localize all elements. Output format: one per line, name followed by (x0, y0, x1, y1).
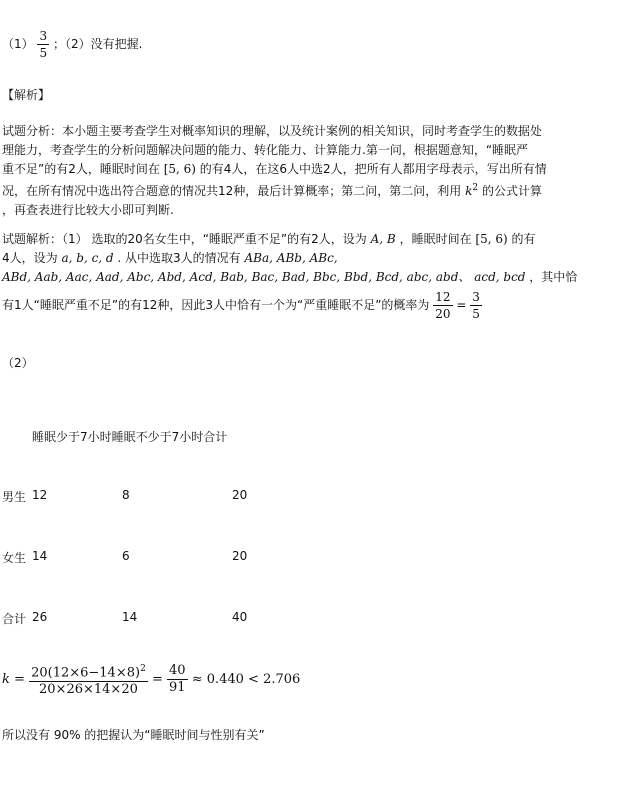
row-label: 男生 (2, 490, 27, 504)
table-row (2, 610, 302, 628)
row-label: 合计 (2, 612, 27, 626)
table-row (2, 488, 302, 506)
conclusion: 所以没有 90% 的把握认为“睡眠时间与性别有关” (2, 728, 265, 742)
cell-total: 20 (232, 549, 248, 563)
solution-abcd: a, b, c, d (61, 251, 114, 265)
formula-k: k (2, 672, 10, 688)
cell-long-sleep: 8 (122, 488, 130, 502)
formula-main-denominator: 20×26×14×20 (39, 682, 138, 698)
formula-result-denominator: 91 (169, 680, 186, 696)
solution-combos-2: ABd, Aab, Aac, Aad, Abc, Abd, Acd, Bab, Bac, Bad, Bbc, Bbd, Bcd, abc, abd、 acd, bcd (2, 270, 526, 284)
solution-line-1 (2, 230, 628, 249)
formula-main-numerator (29, 661, 148, 682)
formula-result-numerator: 40 (169, 663, 186, 679)
formula-tail: ≈ 0.440 < 2.706 (191, 672, 301, 688)
cell-total: 40 (232, 610, 248, 624)
solution-line-2a: 4人，设为 (2, 251, 58, 265)
table-row (2, 549, 302, 567)
analysis-line-3 (2, 160, 628, 179)
solution-line-2b: . 从中选取3人的情况有 (117, 251, 241, 265)
analysis-line-4b: 的公式计算 (481, 184, 542, 198)
formula-equals: = (14, 672, 25, 688)
analysis-k2: k (465, 184, 473, 198)
part2-label: （2） (2, 356, 34, 370)
analysis-line-2: 理能力，考查学生的分析问题解决问题的能力、转化能力、计算能力.第一问，根据题意知，“睡眠严 (2, 143, 529, 157)
solution-line-4a: 有1人“睡眠严重不足”的有12种，因此3人中恰有一个为“严重睡眠不足”的概率为 (2, 298, 430, 312)
solution-line-3 (2, 268, 628, 287)
probability-numerator-1: 12 (435, 290, 451, 304)
solution-interval: [5, 6) (475, 232, 508, 246)
probability-fraction-1 (433, 289, 452, 322)
solution-line-1a: 试题解析：（1） 选取的20名女生中，“睡眠严重不足”的有2人，设为 (2, 232, 367, 246)
probability-numerator-2: 3 (472, 290, 480, 304)
row-label: 女生 (2, 551, 27, 565)
answer-line (2, 28, 142, 61)
analysis-line-5: ，再查表进行比较大小即可判断. (2, 203, 174, 217)
solution-line-1b: ，睡眠时间在 (399, 232, 472, 246)
cell-short-sleep: 12 (32, 488, 48, 502)
formula-numerator-text: 20(12×6−14×8) (31, 665, 141, 681)
probability-equals: = (456, 298, 467, 312)
cell-long-sleep: 6 (122, 549, 130, 563)
k-formula (2, 661, 300, 698)
answer-fraction (37, 28, 49, 61)
solution-line-3-tail: ，其中恰 (529, 270, 578, 284)
section-heading: 【解析】 (2, 88, 51, 102)
cell-short-sleep: 14 (32, 549, 48, 563)
solution-line-4 (2, 289, 628, 322)
analysis-line-4a: 况，在所有情况中选出符合题意的情况共12种，最后计算概率；第二问，第二问，利用 (2, 184, 462, 198)
answer-part2: ；（2）没有把握. (52, 37, 143, 51)
analysis-paragraph (2, 122, 628, 220)
solution-line-2 (2, 249, 628, 268)
solution-AB: A, B (370, 232, 396, 246)
solution-paragraph (2, 230, 628, 322)
cell-total: 20 (232, 488, 248, 502)
solution-combos-1: ABa, ABb, ABc, (244, 251, 338, 265)
probability-fraction-2 (470, 289, 482, 322)
formula-result-fraction (167, 663, 188, 696)
analysis-line-4 (2, 179, 628, 201)
analysis-line-1: 试题分析：本小题主要考查学生对概率知识的理解，以及统计案例的相关知识，同时考查学生的数据处 (2, 124, 543, 138)
answer-fraction-denominator: 5 (39, 46, 48, 60)
analysis-line-3a: 重不足”的有2人，睡眠时间在 (2, 162, 160, 176)
formula-numerator-sup: 2 (140, 664, 146, 674)
cell-long-sleep: 14 (122, 610, 138, 624)
answer-part1-label: （1） (2, 37, 34, 51)
probability-denominator-1: 20 (435, 307, 451, 321)
probability-denominator-2: 5 (472, 307, 480, 321)
formula-main-fraction (29, 661, 148, 698)
analysis-line-3b: 的有4人，在这6人中选2人，把所有人都用字母表示，写出所有情 (199, 162, 547, 176)
table-header: 睡眠少于7小时睡眠不少于7小时合计 (32, 430, 228, 444)
analysis-k2-sup: 2 (472, 183, 479, 193)
formula-equals-2: = (151, 672, 163, 688)
analysis-interval: [5, 6) (163, 162, 196, 176)
cell-short-sleep: 26 (32, 610, 48, 624)
answer-fraction-numerator: 3 (39, 29, 48, 43)
solution-line-1c: 的有 (511, 232, 536, 246)
